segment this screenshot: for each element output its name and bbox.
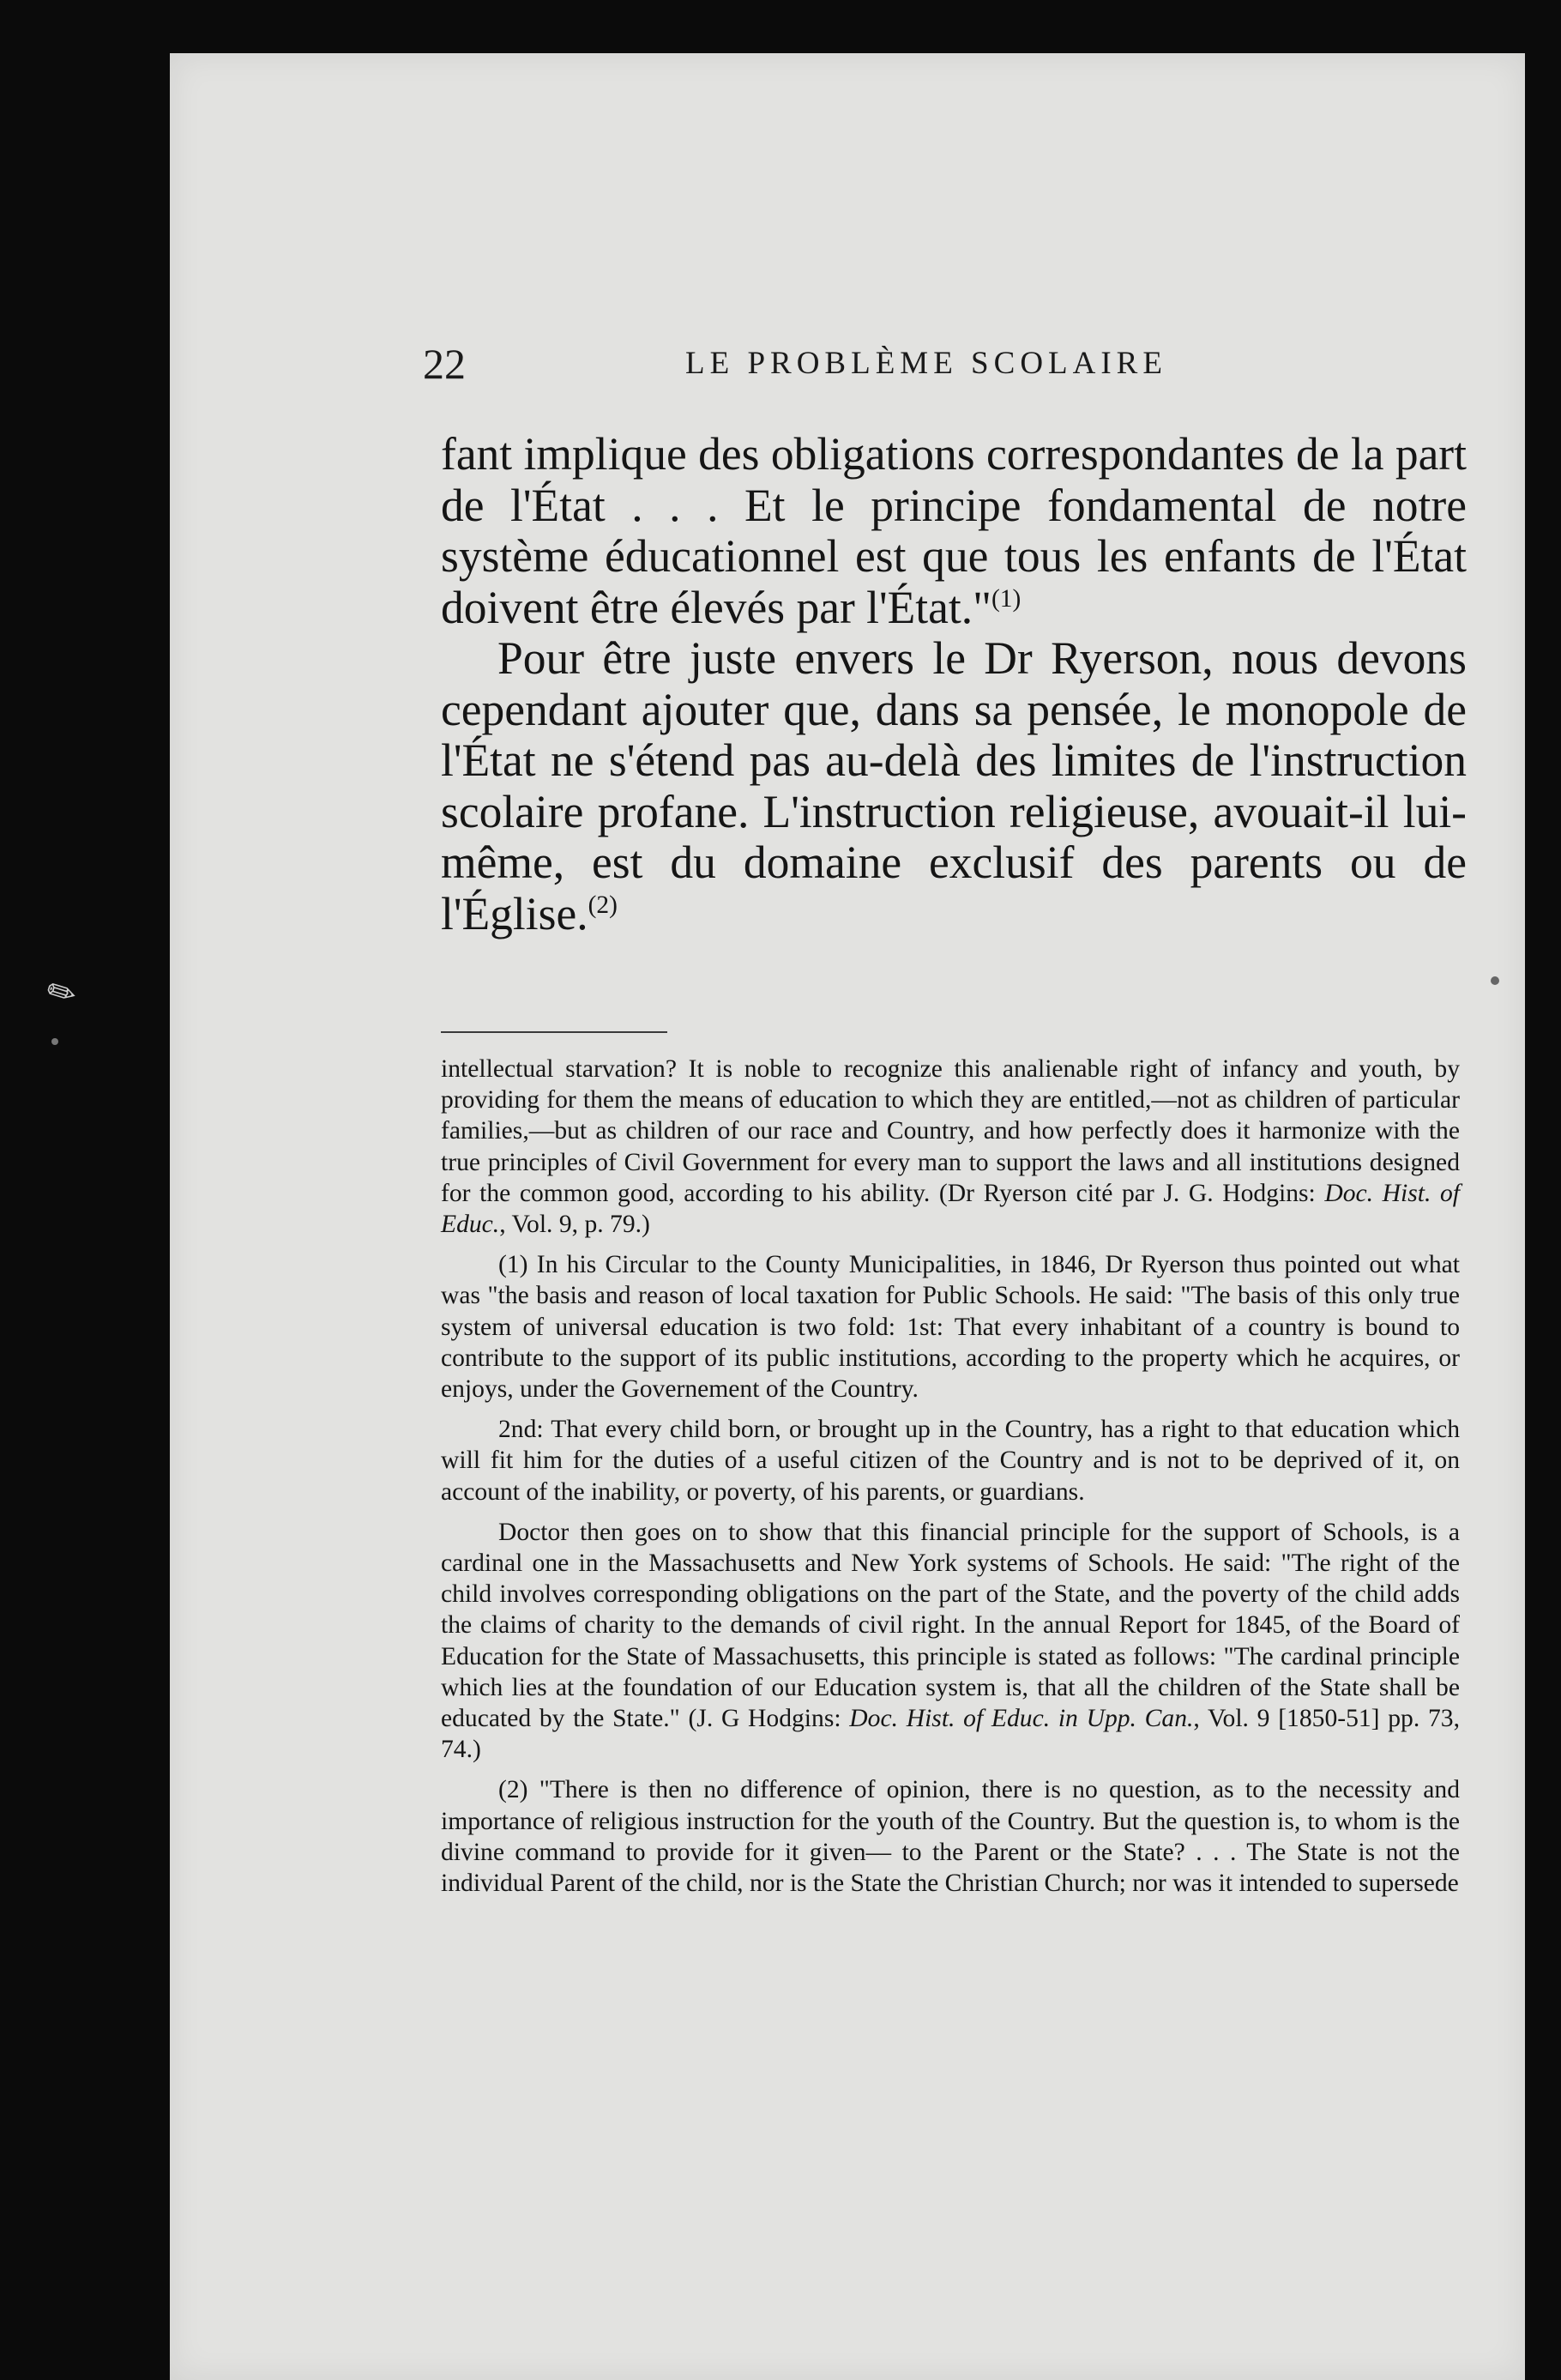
scan-speck [1491, 976, 1499, 985]
paragraph-text: fant implique des obligations correspondantes de la part de l'État . . . Et le principe fondamental de notre système éducationnel est que tous les enfants de l'État doivent être élevés par l'État." [441, 428, 1467, 633]
footnotes [441, 1054, 1460, 1908]
footnote-text: 2nd: That every child born, or brought up in the Country, has a right to that education which will fit him for the duties of a useful citizen of the Country and is not to be deprived of it, on account of the inability, or poverty, of his parents, or guardians. [441, 1416, 1460, 1506]
page-header [423, 333, 1471, 395]
footnote-divider [441, 1031, 667, 1033]
body-paragraph [441, 633, 1467, 939]
scan-speck [51, 1038, 58, 1045]
citation-title: Doc. Hist. of Educ. [441, 1179, 1460, 1239]
scan-artifact-icon: ✎ [39, 969, 84, 1018]
footnote-1-paragraph-3 [441, 1517, 1460, 1766]
main-text [441, 429, 1467, 939]
footnote-continuation [441, 1054, 1460, 1240]
footnote-text: (2) "There is then no difference of opinion, there is no question, as to the necessity and importance of religious instruction for the youth of the Country. But the question is, to whom is the divine command to provide for it given— to the Parent or the State? . . . The State is not the individual Parent of the child, nor is the State the Christian Church; nor was it intended to supersede [441, 1776, 1460, 1898]
paragraph-text: Pour être juste envers le Dr Ryerson, nous devons cependant ajouter que, dans sa pensée, le monopole de l'État ne s'étend pas au-delà des limites de l'instruction scolaire profane. L'instruction religieuse, avouait-il lui-même, est du domaine exclusif des parents ou de l'Église. [441, 632, 1467, 939]
footnote-text: (1) In his Circular to the County Municipalities, in 1846, Dr Ryerson thus pointed out what was "the basis and reason of local taxation for Public Schools. He said: "The basis of this only true system of universal education is two fold: 1st: That every inhabitant of a country is bound to contribute to the support of its public institutions, according to the property which he acquires, or enjoys, under the Governement of the Country. [441, 1251, 1460, 1404]
footnote-ref-2: (2) [588, 891, 618, 919]
citation-detail: , Vol. 9 [1850-51] pp. 73, 74.) [441, 1705, 1460, 1764]
citation-detail: , Vol. 9, p. 79.) [499, 1211, 650, 1239]
running-title: LE PROBLÈME SCOLAIRE [685, 346, 1167, 381]
body-paragraph [441, 429, 1467, 633]
footnote-text: intellectual starvation? It is noble to recognize this analienable right of infancy and youth, by providing for them the means of education to which they are entitled,—not as children of particular families,—but as children of our race and Country, and how perfectly does it harmonize with the true principles of Civil Government for every man to support the laws and all institutions designed for the common good, according to his ability. (Dr Ryerson cité par J. G. Hodgins: [441, 1055, 1460, 1207]
page-number: 22 [423, 340, 466, 388]
footnote-1-paragraph-2 [441, 1414, 1460, 1507]
footnote-2 [441, 1774, 1460, 1899]
citation-title: Doc. Hist. of Educ. in Upp. Can. [849, 1705, 1194, 1733]
footnote-text: Doctor then goes on to show that this financial principle for the support of Schools, is a cardinal one in the Massachusetts and New York systems of Schools. He said: "The right of the child involves corresponding obligations on the part of the State, and the poverty of the child adds the claims of charity to the demands of civil right. In the annual Report for 1845, of the Board of Education for the State of Massachusetts, this principle is stated as follows: "The cardinal principle which lies at the foundation of our Education system is, that all the children of the State shall be educated by the State." (J. G Hodgins: [441, 1518, 1460, 1733]
footnote-1 [441, 1249, 1460, 1404]
footnote-ref-1: (1) [991, 584, 1022, 613]
